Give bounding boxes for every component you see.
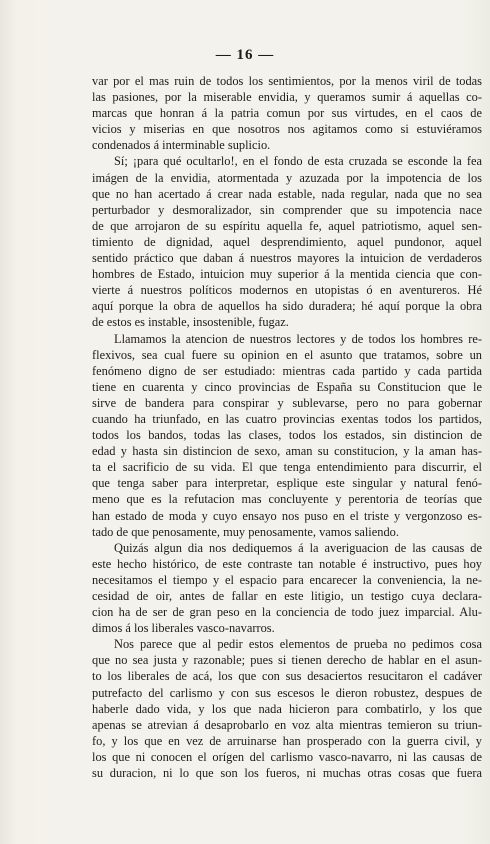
text-line: fenómeno digno de ser estudiado: mientras cada partido y cada partida (92, 363, 482, 378)
text-line: dimos á los liberales vasco-navarros. (92, 621, 275, 636)
text-line: fo, y los que en vez de arruinarse han prosperado con la guerra civil, y (92, 733, 482, 748)
text-line: perturbador y desmoralizador, sin comprender que su impotencia nace (92, 202, 482, 217)
text-line: cuando ha triunfado, en las cuatro provincias exentas todos los partidos, (92, 411, 482, 426)
text-line: haberle dado vida, y los que nada hicieron para combatirlo, y los que (92, 701, 482, 716)
text-line: marcas que honran á la patria comun por sus virtudes, en el caos de (92, 106, 482, 121)
text-line: imágen de la envidia, atormentada y azuzada por la impotencia de los (92, 170, 482, 185)
text-line: su duracion, ni lo que son los fueros, ni muchas otras cosas que fuera (92, 766, 482, 781)
text-line: putrefacto del carlismo y con sus escesos le dieron robustez, despues de (92, 685, 482, 700)
text-line: to los liberales de acá, los que con sus desaciertos resucitaron el cadáver (92, 669, 482, 684)
text-line: tiene en cuarenta y cinco provincias de España su Constitucion que le (92, 379, 482, 394)
text-line: de estos es instable, insostenible, fugaz. (92, 315, 289, 330)
text-line: meno que es la refutacion mas concluyente y perentoria de teorías que (92, 492, 482, 507)
text-line: que tenga saber para interpretar, esplique este singular y natural fenó- (92, 476, 482, 491)
text-line: timiento de dignidad, aquel desprendimiento, aquel pundonor, aquel (92, 234, 482, 249)
text-line: aquí porque la obra de aquellos ha sido duradera; hé aquí porque la obra (92, 299, 482, 314)
text-line: vicios y miserias en que nosotros nos agitamos como si estuviéramos (92, 122, 482, 137)
text-line: tado de que penosamente, muy penosamente, vamos saliendo. (92, 524, 399, 539)
text-line: sirve de bandera para conspirar y sublevarse, pero no para gobernar (92, 395, 482, 410)
text-line: Sí; ¡para qué ocultarlo!, en el fondo de esta cruzada se esconde la fea (114, 154, 482, 169)
text-line: todos los bandos, todas las clases, todos los estados, sin distincion de (92, 428, 482, 443)
text-line: las pasiones, por la miserable envidia, y queramos sumir á aquellas co- (92, 90, 482, 105)
text-line: apenas se atrevian á desaprobarlo en voz alta mientras temieron su triun- (92, 717, 482, 732)
text-line: cion ha de ser de gran peso en la conciencia de todo juez imparcial. Alu- (92, 605, 482, 620)
body-text (92, 73, 482, 781)
text-line: necesitamos el tiempo y el espacio para encarecer la conveniencia, la ne- (92, 572, 482, 587)
text-line: Llamamos la atencion de nuestros lectores y de todos los hombres re- (114, 331, 482, 346)
text-line: flexivos, sea cual fuere su opinion en el asunto que tratamos, sobre un (92, 347, 482, 362)
text-line: vierte á nuestros políticos modernos en utopistas ó en aventureros. Hé (92, 283, 482, 298)
text-line: hombres de Estado, intuicion muy superior á la mentida ciencia que con- (92, 267, 482, 282)
text-line: que no sea justa y razonable; pues si tienen derecho de hablar en el asun- (92, 653, 482, 668)
text-line: este hecho histórico, de este contraste tan notable é instructivo, pues hoy (92, 556, 482, 571)
text-line: han estado de moda y cuyo ensayo nos puso en el triste y vergonzoso es- (92, 508, 482, 523)
text-line: edad y hasta sin distincion de sexo, aman su constitucion, y la aman has- (92, 444, 482, 459)
page-number: — 16 — (215, 47, 275, 63)
text-line: condenados á interminable suplicio. (92, 138, 271, 153)
text-line: sentido práctico que daban á nuestros mayores la intuicion de verdaderos (92, 251, 482, 266)
text-line: que no han acertado á crear nada estable, nada regular, nada que no sea (92, 186, 482, 201)
text-line: ta el sacrificio de su vida. El que tenga entendimiento para discurrir, el (92, 460, 482, 475)
text-line: cesidad de oir, antes de fallar en este litigio, un testigo cuya declara- (92, 589, 482, 603)
text-line: var por el mas ruin de todos los sentimientos, por la menos viril de todas (92, 74, 482, 88)
text-line: Nos parece que al pedir estos elementos de prueba no pedimos cosa (114, 637, 482, 652)
text-line: de que arrojaron de su espíritu aquella fe, aquel patriotismo, aquel sen- (92, 218, 482, 233)
text-line: Quizás algun dia nos dediquemos á la averiguacion de las causas de (114, 540, 482, 555)
text-line: los que ni conocen el orígen del carlismo vasco-navarro, ni las causas de (92, 749, 482, 764)
